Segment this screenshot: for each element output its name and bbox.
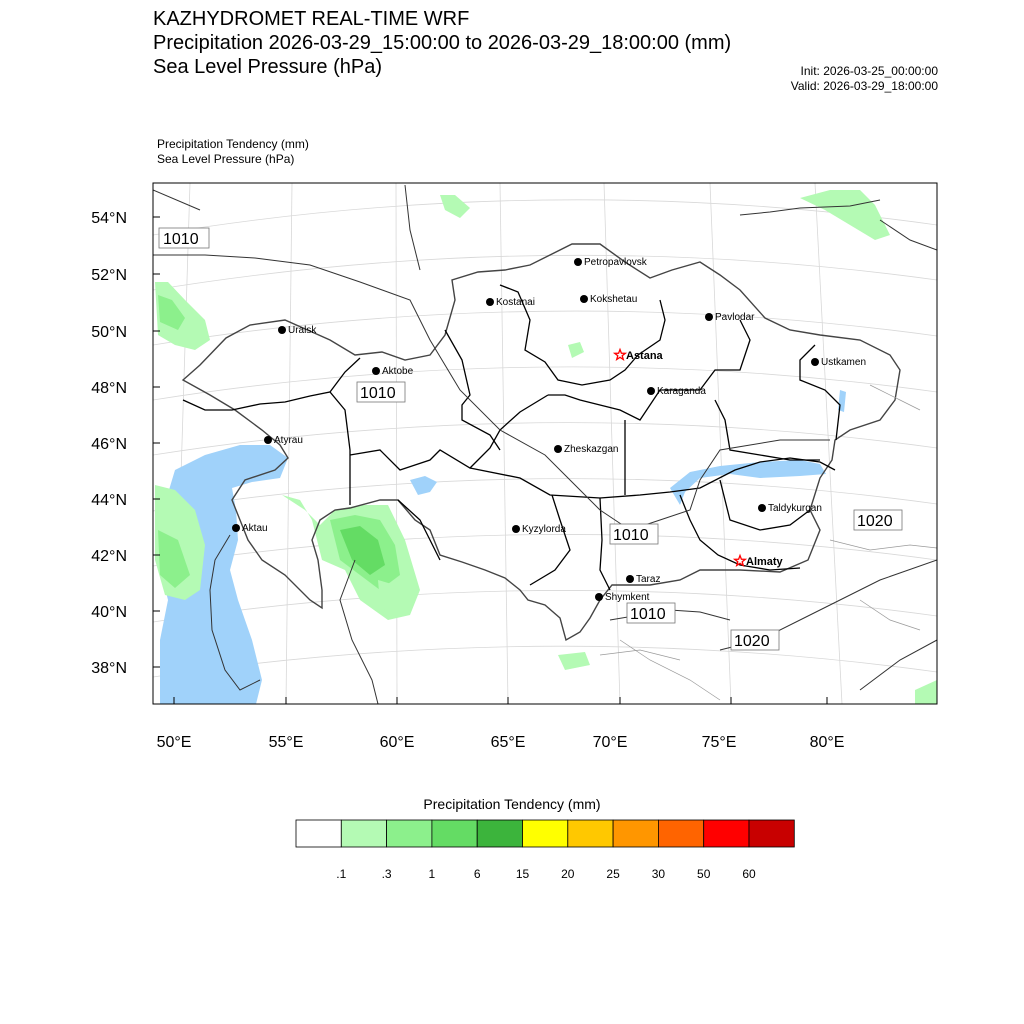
latitude-labels (91, 210, 127, 677)
lon-label: 75°E (701, 734, 737, 751)
isobar-label (731, 630, 779, 650)
svg-text:Astana: Astana (626, 350, 663, 362)
svg-text:Zheskazgan: Zheskazgan (564, 444, 619, 455)
lon-label: 60°E (379, 734, 415, 751)
city-taldykurgan[interactable] (758, 503, 822, 514)
city-dot-icon (580, 295, 588, 303)
colorbar-title: Precipitation Tendency (mm) (423, 796, 601, 812)
isobar-label (854, 510, 902, 530)
svg-text:1010: 1010 (163, 231, 199, 248)
colorbar-swatch (523, 820, 568, 847)
colorbar-label: .3 (381, 867, 392, 881)
field-label-precip: Precipitation Tendency (mm) (157, 137, 309, 151)
lon-label: 55°E (268, 734, 304, 751)
city-dot-icon (512, 525, 520, 533)
colorbar-swatch (568, 820, 613, 847)
lat-label: 48°N (91, 380, 127, 397)
slp-title: Sea Level Pressure (hPa) (153, 56, 383, 78)
lat-label: 38°N (91, 660, 127, 677)
colorbar-label: 50 (697, 867, 711, 881)
city-dot-icon (264, 436, 272, 444)
city-petropavlovsk[interactable] (574, 257, 648, 268)
lat-label: 52°N (91, 267, 127, 284)
isobar-label (627, 603, 675, 623)
city-dot-icon (232, 524, 240, 532)
colorbar-swatch (658, 820, 703, 847)
isobar-label (159, 228, 209, 248)
colorbar-label: .1 (336, 867, 347, 881)
lon-label: 70°E (592, 734, 628, 751)
map-title: KAZHYDROMET REAL-TIME WRF (153, 8, 470, 30)
lon-label: 80°E (809, 734, 845, 751)
svg-text:Pavlodar: Pavlodar (715, 312, 755, 323)
svg-text:1020: 1020 (857, 513, 893, 530)
city-zheskazgan[interactable] (554, 444, 618, 455)
lon-label: 50°E (156, 734, 192, 751)
svg-text:1010: 1010 (360, 385, 396, 402)
colorbar-label: 30 (651, 867, 666, 881)
lat-label: 40°N (91, 604, 127, 621)
svg-text:Kyzylorda: Kyzylorda (522, 524, 566, 535)
colorbar-label: 6 (473, 867, 481, 881)
city-dot-icon (278, 326, 286, 334)
svg-text:Kostanai: Kostanai (496, 297, 535, 308)
colorbar-swatch (387, 820, 432, 847)
city-dot-icon (811, 358, 819, 366)
svg-text:Aktau: Aktau (242, 523, 268, 534)
svg-text:Aktobe: Aktobe (382, 366, 414, 377)
city-dot-icon (554, 445, 562, 453)
svg-text:Kokshetau: Kokshetau (590, 294, 638, 305)
colorbar-swatch (749, 820, 794, 847)
colorbar-label: 60 (742, 867, 756, 881)
valid-time: Valid: 2026-03-29_18:00:00 (790, 79, 938, 93)
isobar-label (610, 524, 658, 544)
colorbar-swatch (613, 820, 658, 847)
city-dot-icon (705, 313, 713, 321)
city-dot-icon (372, 367, 380, 375)
svg-text:Ustkamen: Ustkamen (821, 357, 867, 368)
lon-label: 65°E (490, 734, 526, 751)
init-time: Init: 2026-03-25_00:00:00 (800, 64, 938, 78)
svg-text:1010: 1010 (613, 527, 649, 544)
colorbar-label: 1 (428, 867, 436, 881)
lat-label: 50°N (91, 324, 127, 341)
colorbar-swatch (432, 820, 477, 847)
city-dot-icon (758, 504, 766, 512)
svg-text:1020: 1020 (734, 633, 770, 650)
svg-text:Almaty: Almaty (746, 556, 783, 568)
colorbar-swatch (296, 820, 341, 847)
svg-text:Atyrau: Atyrau (274, 435, 303, 446)
svg-text:Uralsk: Uralsk (288, 325, 317, 336)
city-dot-icon (486, 298, 494, 306)
colorbar-swatch (704, 820, 749, 847)
city-dot-icon (626, 575, 634, 583)
svg-text:Shymkent: Shymkent (605, 592, 650, 603)
svg-text:Karaganda: Karaganda (657, 386, 706, 397)
field-label-slp: Sea Level Pressure (hPa) (157, 152, 295, 166)
colorbar-label: 25 (606, 867, 620, 881)
colorbar-swatch (477, 820, 522, 847)
city-dot-icon (647, 387, 655, 395)
lat-label: 44°N (91, 492, 127, 509)
longitude-labels (157, 734, 845, 751)
colorbar-label: 20 (561, 867, 575, 881)
colorbar-label: 15 (515, 867, 530, 881)
svg-text:Petropavlovsk: Petropavlovsk (584, 257, 647, 268)
colorbar (296, 820, 794, 881)
isobar-label (357, 382, 405, 402)
lat-label: 46°N (91, 436, 127, 453)
svg-text:1010: 1010 (630, 606, 666, 623)
svg-text:Taldykurgan: Taldykurgan (768, 503, 822, 514)
precip-period-title: Precipitation 2026-03-29_15:00:00 to 2026-03-29_18:00:00 (mm) (153, 32, 732, 54)
lat-label: 42°N (91, 548, 127, 565)
svg-text:Taraz: Taraz (636, 574, 661, 585)
map-area (153, 183, 937, 704)
city-dot-icon (574, 258, 582, 266)
colorbar-swatch (341, 820, 386, 847)
lat-label: 54°N (91, 210, 127, 227)
city-dot-icon (595, 593, 603, 601)
